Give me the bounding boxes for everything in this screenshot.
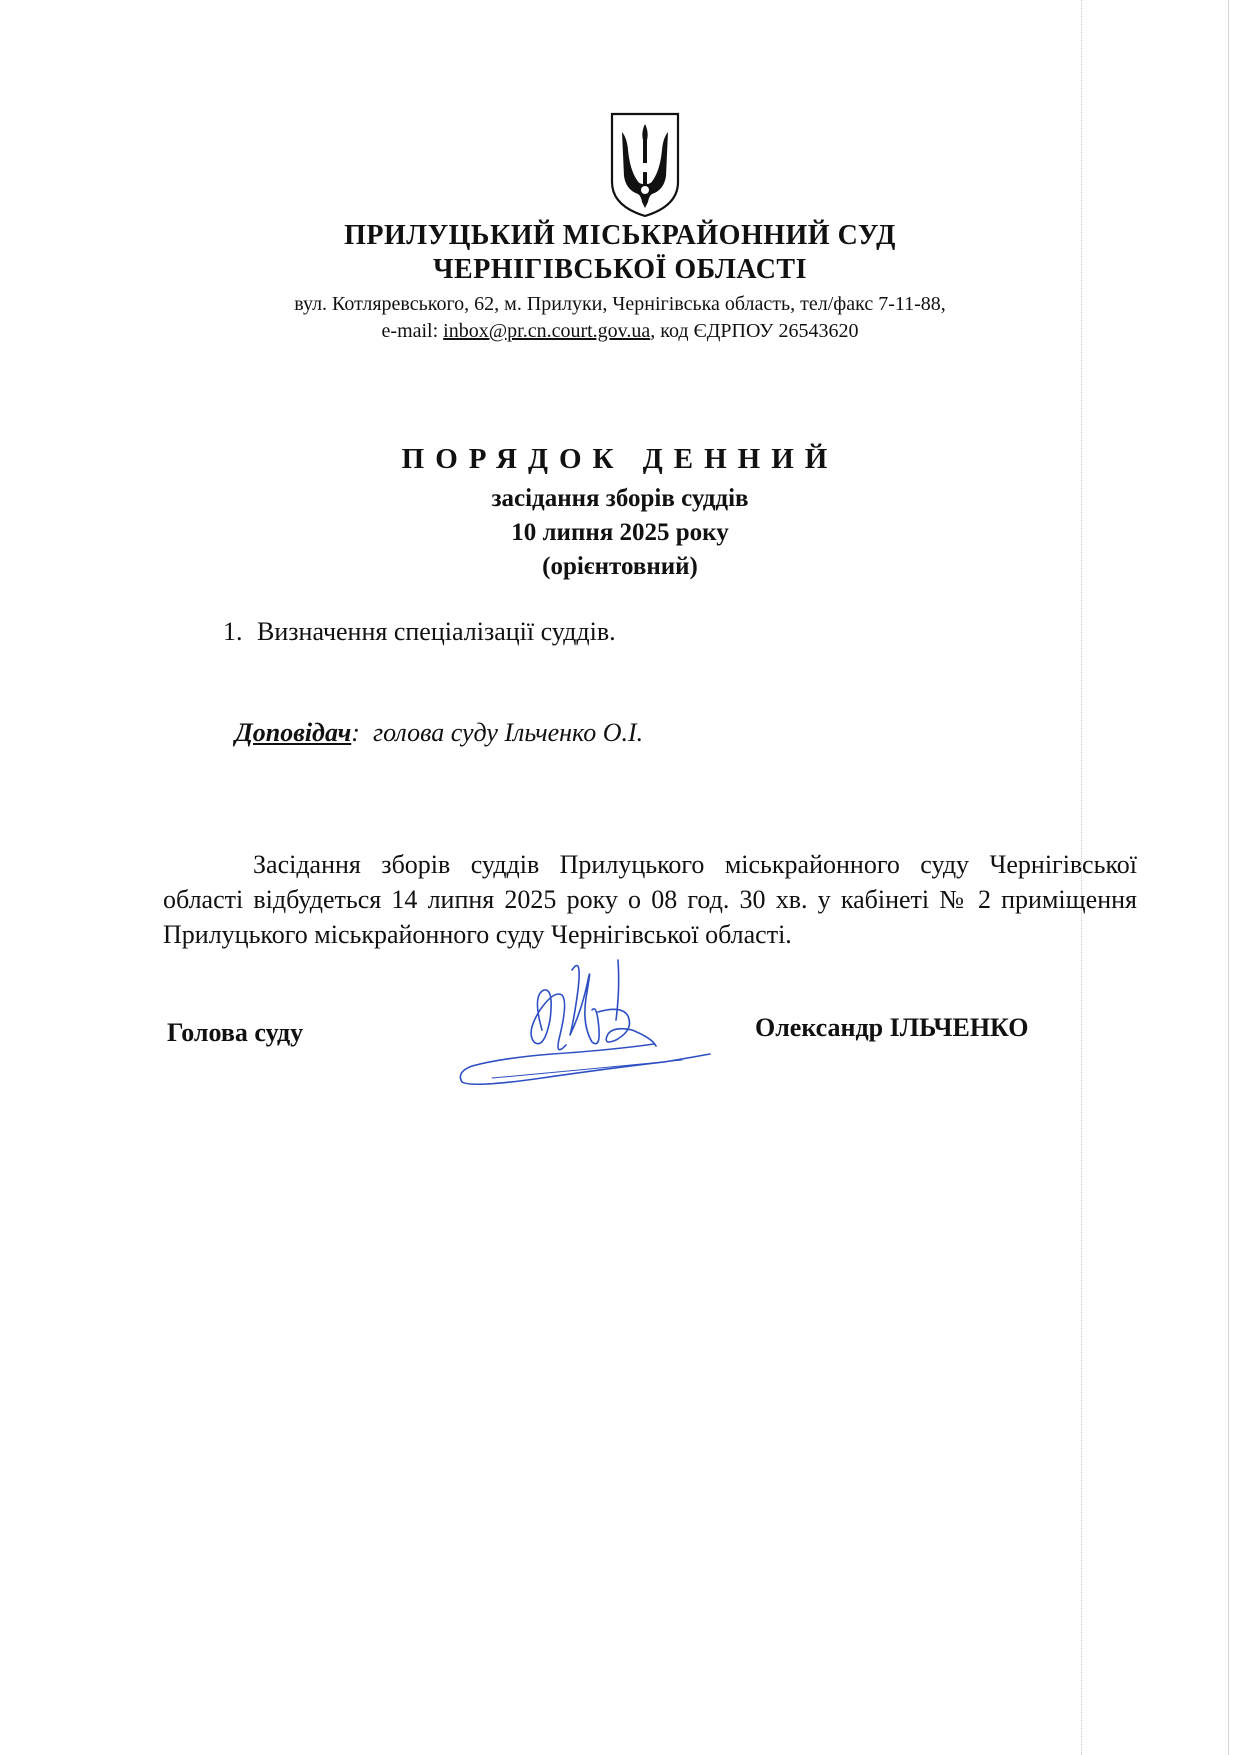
speaker-label: Доповідач <box>235 718 352 747</box>
court-region: ЧЕРНІГІВСЬКОЇ ОБЛАСТІ <box>433 254 807 285</box>
signatory-position: Голова суду <box>167 1018 304 1047</box>
meeting-announcement: Засідання зборів суддів Прилуцького міськрайонного суду Чернігівської області відбудеться 14 липня 2025 року о 08 год. 30 хв. у кабінеті № 2 приміщення Прилуцького міськрайонного суду Чернігівської області. <box>163 850 1137 949</box>
agenda-title: ПОРЯДОК ДЕННИЙ <box>401 443 839 475</box>
signatory-name: Олександр ІЛЬЧЕНКО <box>755 1013 1029 1042</box>
edrpou-code: , код ЄДРПОУ 26543620 <box>650 320 859 342</box>
agenda-note: (орієнтовний) <box>542 553 698 580</box>
court-name: ПРИЛУЦЬКИЙ МІСЬКРАЙОННИЙ СУД <box>344 220 896 251</box>
tryzub-coat-of-arms-icon <box>608 110 682 220</box>
court-address: вул. Котляревського, 62, м. Прилуки, Чернігівська область, тел/факс 7-11-88, <box>294 293 946 315</box>
speaker-colon: : <box>351 718 360 747</box>
speaker-line <box>235 718 643 748</box>
email-link[interactable]: inbox@pr.cn.court.gov.ua <box>443 320 651 342</box>
speaker-text: голова суду Ільченко О.І. <box>372 718 644 747</box>
agenda-subtitle: засідання зборів суддів <box>491 485 749 512</box>
agenda-item-number: 1. <box>223 617 243 646</box>
email-prefix: e-mail: <box>381 320 444 342</box>
court-contacts <box>0 320 1240 343</box>
agenda-item <box>223 617 616 647</box>
agenda-item-text: Визначення спеціалізації суддів. <box>257 617 616 646</box>
agenda-date: 10 липня 2025 року <box>511 519 729 546</box>
handwritten-signature <box>432 950 732 1125</box>
